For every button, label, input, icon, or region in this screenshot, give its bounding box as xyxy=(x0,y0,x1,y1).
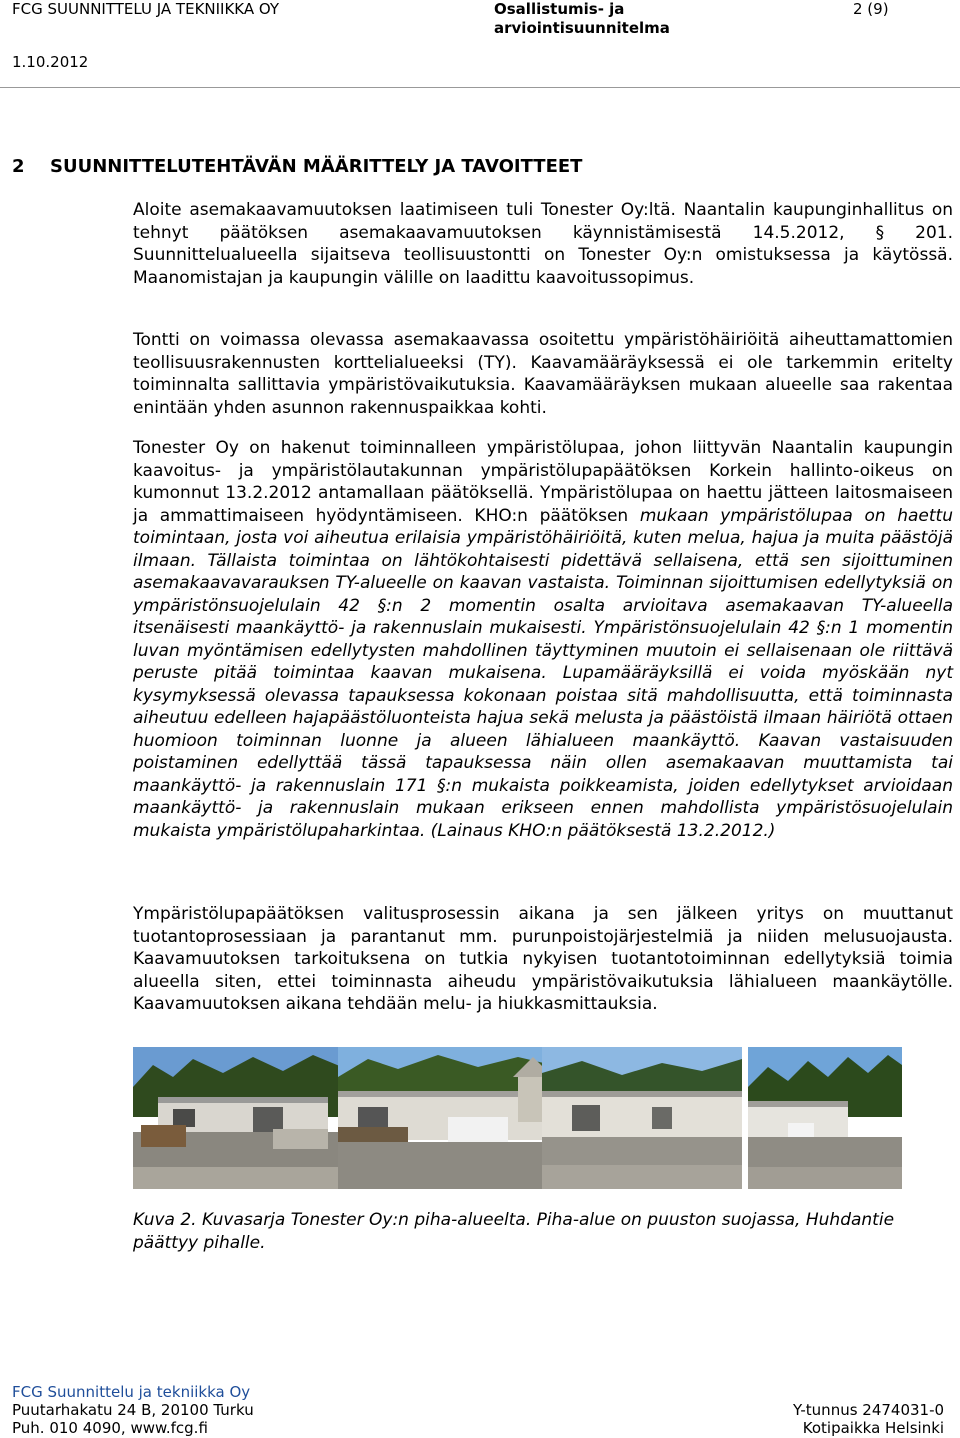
paragraph-current-plan: Tontti on voimassa olevassa asemakaavassa osoitettu ympäristöhäiriöitä aiheuttamattomien teollisuusrakennusten korttelialueeksi (TY). Kaavamääräyksessä ei ole tarkemmin eritelty toiminnalta sallittavia ympäristövaikutuksia. Kaavamääräyksen mukaan alueelle saa rakentaa enintään yhden asunnon rakennuspaikkaa kohti. xyxy=(133,330,953,418)
footer-right xyxy=(793,1401,944,1437)
header-divider xyxy=(0,87,960,88)
header-date: 1.10.2012 xyxy=(12,53,89,71)
paragraph-initiative: Aloite asemakaavamuutoksen laatimiseen tuli Tonester Oy:ltä. Naantalin kaupunginhallitus on tehnyt päätöksen asemakaavamuutoksen käynnistämisestä 14.5.2012, § 201. Suunnittelualueella sijaitseva teollisuustontti on Tonester Oy:n omistuksessa ja käytössä. Maanomistajan ja kaupungin välille on laadittu kaavoitussopimus. xyxy=(133,200,953,288)
footer-ytunnus: Y-tunnus 2474031-0 xyxy=(793,1401,945,1419)
photo-yard-1 xyxy=(133,1047,342,1189)
section-title: SUUNNITTELUTEHTÄVÄN MÄÄRITTELY JA TAVOITTEET xyxy=(50,156,583,177)
paragraph-environmental-permit xyxy=(133,437,953,842)
footer-kotipaikka: Kotipaikka Helsinki xyxy=(802,1419,945,1437)
section-heading xyxy=(12,156,582,177)
photo-yard-3 xyxy=(542,1047,742,1189)
footer-left xyxy=(12,1383,254,1437)
header-doc-title-line2: arviointisuunnitelma xyxy=(494,19,670,37)
paragraph-permit-text: Tonester Oy on hakenut toiminnalleen ympäristölupaa, johon liittyvän Naantalin kaupungin kaavoitus- ja ympäristölautakunnan ympäristölupapäätöksen Korkein hallinto-oikeus on kumonnut 13.2.2012 antamallaan päätöksellä. Ympäristölupaa on haettu jätteen laitosmaiseen ja ammattimaiseen hyödyntämiseen. KHO:n päätöksen xyxy=(133,438,953,526)
footer-company: FCG Suunnittelu ja tekniikka Oy xyxy=(12,1383,251,1401)
footer-phone: Puh. 010 4090, www.fcg.fi xyxy=(12,1419,208,1437)
header-company: FCG SUUNNITTELU JA TEKNIIKKA OY xyxy=(12,0,280,18)
header-doc-title xyxy=(494,0,670,38)
header-page-number: 2 (9) xyxy=(853,0,889,18)
paragraph-kho-quote: mukaan ympäristölupaa on haettu toimintaan, josta voi aiheutua erilaisia ympäristöhäiriöitä, kuten melua, hajua ja muita päästöjä ilmaan. Tällaista toimintaa on lähtökohtaisesti pidettävä sellaisena, että sen sijoittuminen asemakaavavarauksen TY-alueelle on kaavan vastaista. Toiminnan sijoittumisen edellytyksiä on ympäristönsuojelulain 42 §:n 2 momentin osalta arvioitava asemakaavan TY-alueella itsenäisesti maankäyttö- ja rakennuslain mukaisesti. Ympäristönsuojelulain 42 §:n 1 momentin luvan myöntämisen edellytysten mahdollinen täyttyminen muutoin ei sellaisenaan ole riittävä peruste pitää toimintaa kaavan mukaisena. Lupamääräyksillä ei voida myöskään nyt kysymyksessä olevassa tapauksessa kokonaan poistaa sitä mahdollisuutta, että toiminnasta aiheutuu edelleen hajapäästöluonteista hajua sekä melusta ja päästöistä ilmaan häiriötä ottaen huomioon toiminnan luonne ja alueen lähialueen maankäyttö. Kaavan vastaisuuden poistaminen edellyttää tässä tapauksessa näin ollen asemakaavan muuttamista tai maankäyttö- ja rakennuslain 171 §:n mukaista poikkeamista, joiden edellytykset arvioidaan maankäyttö- ja rakennuslain mukaan erikseen ennen mahdollista ympäristösuojelulain mukaista ympäristölupaharkintaa. (Lainaus KHO:n päätöksestä 13.2.2012.) xyxy=(133,505,953,841)
figure-caption: Kuva 2. Kuvasarja Tonester Oy:n piha-alueelta. Piha-alue on puuston suojassa, Huhdantie päättyy pihalle. xyxy=(133,1210,895,1253)
header-doc-title-line1: Osallistumis- ja xyxy=(494,0,625,18)
photo-yard-4 xyxy=(748,1047,902,1189)
paragraph-plan-purpose: Ympäristölupapäätöksen valitusprosessin aikana ja sen jälkeen yritys on muuttanut tuotantoprosessiaan ja parantanut mm. purunpoistojärjestelmiä ja niiden melusuojausta. Kaavamuutoksen tarkoituksena on tutkia nykyisen tuotantotoiminnan edellytyksiä toimia alueella siten, ettei toiminnasta aiheudu ympäristövaikutuksia lähialueen maankäytölle. Kaavamuutoksen aikana tehdään melu- ja hiukkasmittauksia. xyxy=(133,904,953,1014)
footer-address: Puutarhakatu 24 B, 20100 Turku xyxy=(12,1401,254,1419)
section-number: 2 xyxy=(12,156,25,177)
